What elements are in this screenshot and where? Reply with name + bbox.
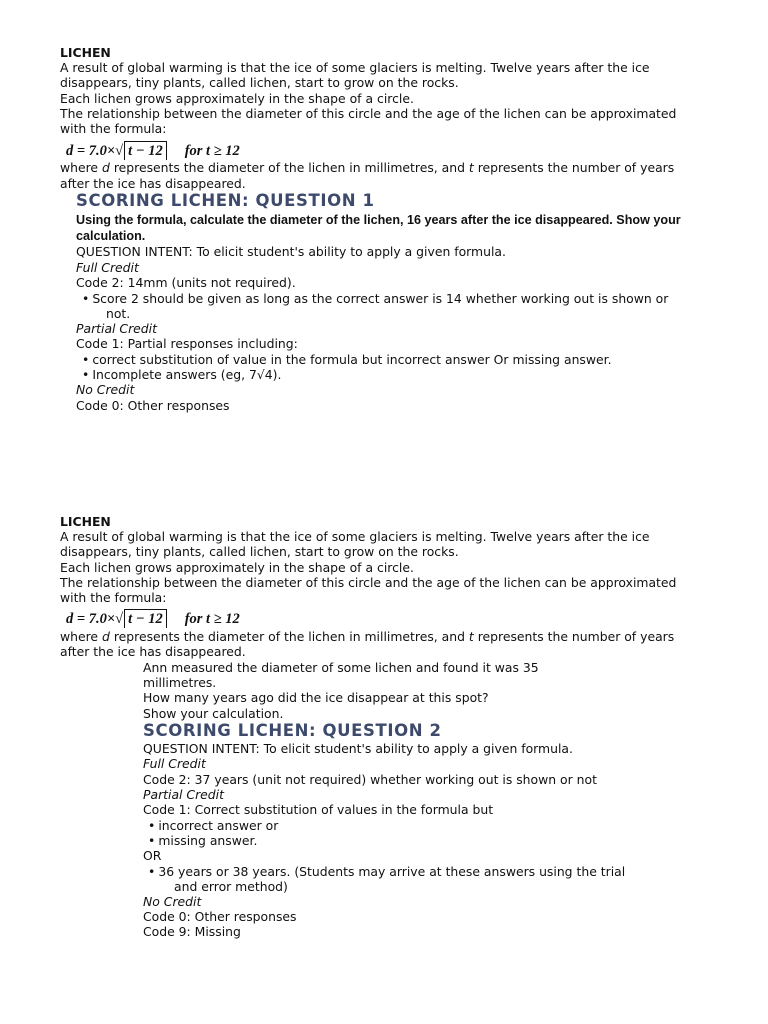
question-text: Using the formula, calculate the diameter of the lichen, 16 years after the ice disappeared. Show your <box>76 213 681 227</box>
code-1: Code 1: Correct substitution of values in the formula but <box>143 802 494 817</box>
partial-credit-label: Partial Credit <box>143 787 224 802</box>
no-credit-label: No Credit <box>143 894 202 909</box>
bullet-item: • 36 years or 38 years. (Students may arrive at these answers using the trial <box>148 864 625 879</box>
where-line: after the ice has disappeared. <box>60 644 246 659</box>
intro-line: The relationship between the diameter of this circle and the age of the lichen can be approximated <box>60 575 677 590</box>
full-credit-label: Full Credit <box>143 756 206 771</box>
code-0: Code 0: Other responses <box>143 909 297 924</box>
intro-line: with the formula: <box>60 590 167 605</box>
formula-condition: for t ≥ 12 <box>184 611 240 627</box>
formula-condition: for t ≥ 12 <box>184 143 240 159</box>
or-label: OR <box>143 848 162 863</box>
formula-radicand: t − 12 <box>124 141 167 160</box>
question-text: calculation. <box>76 229 146 243</box>
formula-radicand: t − 12 <box>124 609 167 628</box>
bullet-item: • Incomplete answers (eg, 7√4). <box>82 367 281 382</box>
bullet-item: • Score 2 should be given as long as the correct answer is 14 whether working out is shown or <box>82 291 668 306</box>
question-text: Show your calculation. <box>143 706 284 721</box>
intro-line: A result of global warming is that the ice of some glaciers is melting. Twelve years after the ice <box>60 60 650 75</box>
partial-credit-label: Partial Credit <box>76 321 157 336</box>
intro-line: with the formula: <box>60 121 167 136</box>
intro-line: disappears, tiny plants, called lichen, start to grow on the rocks. <box>60 75 459 90</box>
scoring-heading: SCORING LICHEN: QUESTION 1 <box>76 191 375 210</box>
scoring-heading: SCORING LICHEN: QUESTION 2 <box>143 721 442 740</box>
question-text: How many years ago did the ice disappear at this spot? <box>143 690 489 705</box>
full-credit-label: Full Credit <box>76 260 139 275</box>
question-intent: QUESTION INTENT: To elicit student's ability to apply a given formula. <box>143 741 573 756</box>
where-line: after the ice has disappeared. <box>60 176 246 191</box>
code-2: Code 2: 37 years (unit not required) whether working out is shown or not <box>143 772 597 787</box>
no-credit-label: No Credit <box>76 382 135 397</box>
section-title: LICHEN <box>60 45 111 60</box>
intro-line: Each lichen grows approximately in the shape of a circle. <box>60 560 414 575</box>
code-1: Code 1: Partial responses including: <box>76 336 298 351</box>
bullet-item-cont: not. <box>106 306 131 321</box>
code-2: Code 2: 14mm (units not required). <box>76 275 296 290</box>
section-title: LICHEN <box>60 514 111 529</box>
intro-line: The relationship between the diameter of this circle and the age of the lichen can be approximated <box>60 106 677 121</box>
question-text: millimetres. <box>143 675 217 690</box>
question-intent: QUESTION INTENT: To elicit student's ability to apply a given formula. <box>76 244 506 259</box>
bullet-item-cont: and error method) <box>174 879 288 894</box>
intro-line: Each lichen grows approximately in the shape of a circle. <box>60 91 414 106</box>
bullet-item: • correct substitution of value in the formula but incorrect answer Or missing answer. <box>82 352 612 367</box>
code-0: Code 0: Other responses <box>76 398 230 413</box>
intro-line: disappears, tiny plants, called lichen, start to grow on the rocks. <box>60 544 459 559</box>
question-text: Ann measured the diameter of some lichen and found it was 35 <box>143 660 539 675</box>
bullet-item: • missing answer. <box>148 833 257 848</box>
lichen-formula: d = 7.0×√ t − 12 for t ≥ 12 <box>66 143 240 159</box>
where-line: where d represents the diameter of the lichen in millimetres, and t represents the number of years <box>60 160 675 175</box>
bullet-item: • incorrect answer or <box>148 818 278 833</box>
formula-lhs: d = 7.0× <box>66 143 116 159</box>
intro-line: A result of global warming is that the ice of some glaciers is melting. Twelve years after the ice <box>60 529 650 544</box>
lichen-formula: d = 7.0×√ t − 12 for t ≥ 12 <box>66 611 240 627</box>
where-line: where d represents the diameter of the lichen in millimetres, and t represents the number of years <box>60 629 675 644</box>
formula-lhs: d = 7.0× <box>66 611 116 627</box>
code-9: Code 9: Missing <box>143 924 241 939</box>
